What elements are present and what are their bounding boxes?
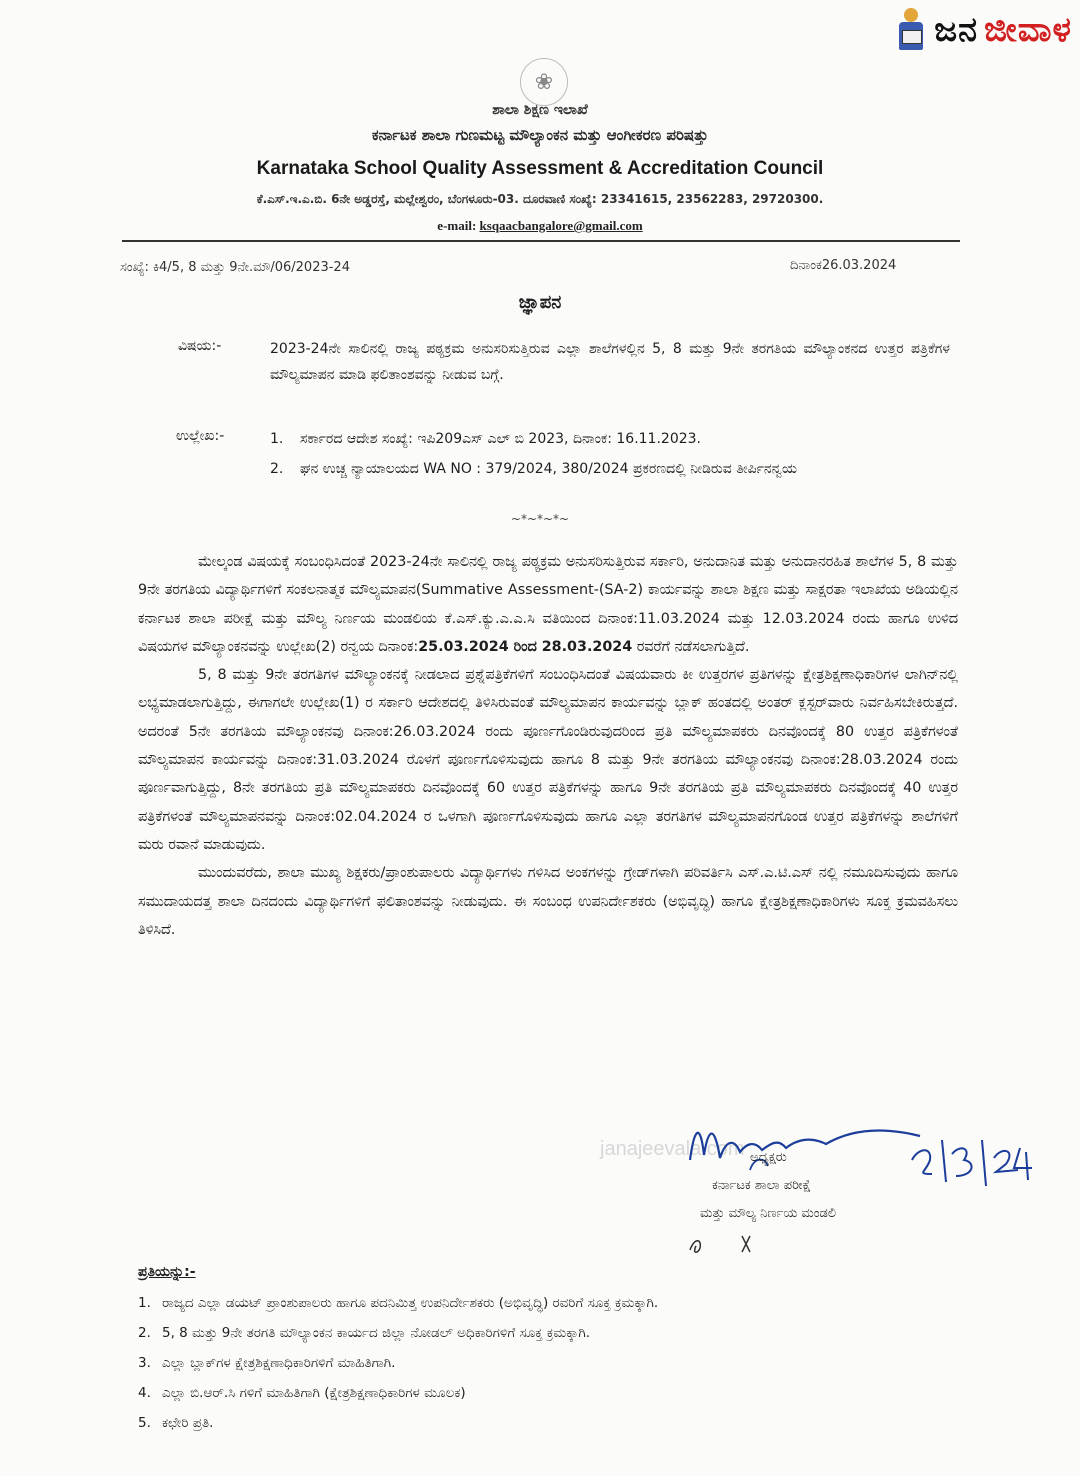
copies-label: ಪ್ರತಿಯನ್ನು:- <box>138 1264 196 1280</box>
council-email <box>0 218 1080 234</box>
government-emblem-icon: ❀ <box>520 58 568 106</box>
section-separator: ~*~*~*~ <box>510 512 570 526</box>
references-list <box>270 426 960 486</box>
brand-logo <box>894 4 1072 56</box>
subject-text: 2023-24ನೇ ಸಾಲಿನಲ್ಲಿ ರಾಜ್ಯ ಪಠ್ಯಕ್ರಮ ಅನುಸರಿಸುತ್ತಿರುವ ಎಲ್ಲಾ ಶಾಲೆಗಳಲ್ಲಿನ 5, 8 ಮತ್ತು 9ನೇ ತರಗತಿಯ ಮೌಲ್ಯಾಂಕನದ ಉತ್ತರ ಪತ್ರಿಕೆಗಳ ಮೌಲ್ಯಮಾಪನ ಮಾಡಿ ಫಲಿತಾಂಶವನ್ನು ನೀಡುವ ಬಗ್ಗೆ. <box>270 341 950 383</box>
council-name-english: Karnataka School Quality Assessment & Accreditation Council <box>256 158 824 179</box>
exam-date-range: 25.03.2024 ರಿಂದ 28.03.2024 <box>418 638 633 655</box>
copy-item: 2. 5, 8 ಮತ್ತು 9ನೇ ತರಗತಿ ಮೌಲ್ಯಾಂಕನ ಕಾರ್ಯದ ಜಿಲ್ಲಾ ನೋಡಲ್ ಅಧಿಕಾರಿಗಳಿಗೆ ಸೂಕ್ತ ಕ್ರಮಕ್ಕಾಗಿ. <box>138 1325 591 1341</box>
council-name-kannada: ಕರ್ನಾಟಕ ಶಾಲಾ ಗುಣಮಟ್ಟ ಮೌಲ್ಯಾಂಕನ ಮತ್ತು ಆಂಗೀಕರಣ ಪರಿಷತ್ತು <box>371 126 709 144</box>
references-label: ಉಲ್ಲೇಖ:- <box>176 428 225 444</box>
department-name: ಶಾಲಾ ಶಿಕ್ಷಣ ಇಲಾಖೆ <box>492 102 588 118</box>
paragraph-1: ಮೇಲ್ಕಂಡ ವಿಷಯಕ್ಕೆ ಸಂಬಂಧಿಸಿದಂತೆ 2023-24ನೇ ಸಾಲಿನಲ್ಲಿ ರಾಜ್ಯ ಪಠ್ಯಕ್ರಮ ಅನುಸರಿಸುತ್ತಿರುವ ಸರ್ಕಾರಿ, ಅನುದಾನಿತ ಮತ್ತು ಅನುದಾನರಹಿತ ಶಾಲೆಗಳ 5, 8 ಮತ್ತು 9ನೇ ತರಗತಿಯ ವಿದ್ಯಾರ್ಥಿಗಳಿಗೆ ಸಂಕಲನಾತ್ಮಕ ಮೌಲ್ಯಮಾಪನ(Summative Assessment-(SA-2) ಕಾರ್ಯವನ್ನು ಶಾಲಾ ಶಿಕ್ಷಣ ಮತ್ತು ಸಾಕ್ಷರತಾ ಇಲಾಖೆಯ ಅಡಿಯಲ್ಲಿನ ಕರ್ನಾಟಕ ಶಾಲಾ ಪರೀಕ್ಷೆ ಮತ್ತು ಮೌಲ್ಯ ನಿರ್ಣಯ ಮಂಡಲಿಯ ಕೆ.ಎಸ್.ಕ್ಯು.ಎ.ಎ.ಸಿ ವತಿಯಿಂದ ದಿನಾಂಕ:11.03.2024 ಮತ್ತು 12.03.2024 ರಂದು ಹಾಗೂ ಉಳಿದ ವಿಷಯಗಳ ಮೌಲ್ಯಾಂಕನವನ್ನು ಉಲ್ಲೇಖ(2) ರನ್ವಯ ದಿನಾಂಕ:25.03.2024 ರಿಂದ 28.03.2024 ರವರೆಗೆ ನಡೆಸಲಾಗುತ್ತಿದೆ. <box>138 554 958 655</box>
council-address: ಕೆ.ಎಸ್.ಇ.ಎ.ಬಿ. 6ನೇ ಅಡ್ಡರಸ್ತೆ, ಮಲ್ಲೇಶ್ವರಂ, ಬೆಂಗಳೂರು-03. ದೂರವಾಣಿ ಸಂಖ್ಯೆ: 23341615, 23562283, 29720300. <box>256 192 824 206</box>
brand-word-2: ಜೀವಾಳ <box>984 10 1072 50</box>
site-watermark: janajeevala.com <box>600 1138 745 1160</box>
signatory-org-line-1: ಕರ್ನಾಟಕ ಶಾಲಾ ಪರೀಕ್ಷೆ <box>712 1178 812 1193</box>
memo-date: ದಿನಾಂಕ26.03.2024 <box>790 258 897 273</box>
copies-list <box>138 1290 968 1440</box>
brand-word-1: ಜನ <box>934 10 979 50</box>
paragraph-2: 5, 8 ಮತ್ತು 9ನೇ ತರಗತಿಗಳ ಮೌಲ್ಯಾಂಕನಕ್ಕೆ ನೀಡಲಾದ ಪ್ರಶ್ನೆಪತ್ರಿಕೆಗಳಿಗೆ ಸಂಬಂಧಿಸಿದಂತೆ ವಿಷಯವಾರು ಕೀ ಉತ್ತರಗಳ ಪ್ರತಿಗಳನ್ನು ಕ್ಷೇತ್ರಶಿಕ್ಷಣಾಧಿಕಾರಿಗಳ ಲಾಗಿನ್‌ನಲ್ಲಿ ಲಭ್ಯಮಾಡಲಾಗುತ್ತಿದ್ದು, ಈಗಾಗಲೇ ಉಲ್ಲೇಖ(1) ರ ಸರ್ಕಾರಿ ಆದೇಶದಲ್ಲಿ ತಿಳಿಸಿರುವಂತೆ ಮೌಲ್ಯಮಾಪನ ಕಾರ್ಯವನ್ನು ಬ್ಲಾಕ್ ಹಂತದಲ್ಲಿ ಅಂತರ್ ಕ್ಲಸ್ಟರ್‌ವಾರು ನಿರ್ವಹಿಸಬೇಕಿರುತ್ತದೆ. ಅದರಂತೆ 5ನೇ ತರಗತಿಯ ಮೌಲ್ಯಾಂಕನವು ದಿನಾಂಕ:26.03.2024 ರಂದು ಪೂರ್ಣಗೊಂಡಿರುವುದರಿಂದ ಪ್ರತಿ ಮೌಲ್ಯಮಾಪಕರು ದಿನವೊಂದಕ್ಕೆ 80 ಉತ್ತರ ಪತ್ರಿಕೆಗಳಂತೆ ಮೌಲ್ಯಮಾಪನ ಕಾರ್ಯವನ್ನು ದಿನಾಂಕ:31.03.2024 ರೊಳಗೆ ಪೂರ್ಣಗೊಳಿಸುವುದು ಹಾಗೂ 8 ಮತ್ತು 9ನೇ ತರಗತಿಯ ಮೌಲ್ಯಾಂಕನವು ದಿನಾಂಕ:28.03.2024 ರಂದು ಪೂರ್ಣವಾಗುತ್ತಿದ್ದು, 8ನೇ ತರಗತಿಯ ಪ್ರತಿ ಮೌಲ್ಯಮಾಪಕರು ದಿನವೊಂದಕ್ಕೆ 60 ಉತ್ತರ ಪತ್ರಿಕೆಗಳನ್ನು ಹಾಗೂ 9ನೇ ತರಗತಿಯ ಪ್ರತಿ ಮೌಲ್ಯಮಾಪಕರು ದಿನವೊಂದಕ್ಕೆ 40 ಉತ್ತರ ಪತ್ರಿಕೆಗಳಂತೆ ಮೌಲ್ಯಮಾಪನವನ್ನು ದಿನಾಂಕ:02.04.2024 ರ ಒಳಗಾಗಿ ಪೂರ್ಣಗೊಳಿಸುವುದು ಹಾಗೂ ಎಲ್ಲಾ ತರಗತಿಗಳ ಮೌಲ್ಯಮಾಪನಗೊಂಡ ಉತ್ತರ ಪತ್ರಿಕೆಗಳನ್ನು ಶಾಲೆಗಳಿಗೆ ಮರು ರವಾನೆ ಮಾಡುವುದು. <box>138 667 958 853</box>
initials-mark <box>686 1230 766 1258</box>
handwritten-signature <box>680 1100 1040 1190</box>
email-label: e-mail: <box>437 218 477 233</box>
email-address: ksqaacbangalore@gmail.com <box>479 218 643 233</box>
reference-item: 1. ಸರ್ಕಾರದ ಆದೇಶ ಸಂಖ್ಯೆ: ಇಪಿ209ಎಸ್ ಎಲ್ ಬಿ 2023, ದಿನಾಂಕ: 16.11.2023. <box>270 431 701 447</box>
reference-item: 2. ಘನ ಉಚ್ಚ ನ್ಯಾಯಾಲಯದ WA NO : 379/2024, 380/2024 ಪ್ರಕರಣದಲ್ಲಿ ನೀಡಿರುವ ತೀರ್ಪಿನನ್ವಯ <box>270 461 797 477</box>
signatory-role: ಅಧ್ಯಕ್ಷರು <box>750 1150 787 1165</box>
copy-item: 1. ರಾಜ್ಯದ ಎಲ್ಲಾ ಡಯಟ್ ಪ್ರಾಂಶುಪಾಲರು ಹಾಗೂ ಪದನಿಮಿತ್ತ ಉಪನಿರ್ದೇಶಕರು (ಅಭಿವೃದ್ಧಿ) ರವರಿಗೆ ಸೂಕ್ತ ಕ್ರಮಕ್ಕಾಗಿ. <box>138 1295 659 1311</box>
person-ballot-icon <box>894 6 928 54</box>
memo-title: ಜ್ಞಾಪನ <box>518 292 562 313</box>
signatory-org-line-2: ಮತ್ತು ಮೌಲ್ಯ ನಿರ್ಣಯ ಮಂಡಲಿ <box>700 1206 837 1221</box>
reference-number: ಸಂಖ್ಯೆ: ಕಿ4/5, 8 ಮತ್ತು 9ನೇ.ಮೌ/06/2023-24 <box>120 260 350 275</box>
copy-item: 4. ಎಲ್ಲಾ ಬಿ.ಆರ್.ಸಿ ಗಳಿಗೆ ಮಾಹಿತಿಗಾಗಿ (ಕ್ಷೇತ್ರಶಿಕ್ಷಣಾಧಿಕಾರಿಗಳ ಮೂಲಕ) <box>138 1385 466 1401</box>
copy-item: 3. ಎಲ್ಲಾ ಬ್ಲಾಕ್‌ಗಳ ಕ್ಷೇತ್ರಶಿಕ್ಷಣಾಧಿಕಾರಿಗಳಿಗೆ ಮಾಹಿತಿಗಾಗಿ. <box>138 1355 396 1371</box>
subject-label: ವಿಷಯ:- <box>178 338 222 354</box>
copy-item: 5. ಕಛೇರಿ ಪ್ರತಿ. <box>138 1415 214 1431</box>
header-divider <box>122 240 960 242</box>
paragraph-3: ಮುಂದುವರೆದು, ಶಾಲಾ ಮುಖ್ಯ ಶಿಕ್ಷಕರು/ಪ್ರಾಂಶುಪಾಲರು ವಿದ್ಯಾರ್ಥಿಗಳು ಗಳಿಸಿದ ಅಂಕಗಳನ್ನು ಗ್ರೇಡ್‌ಗಳಾಗಿ ಪರಿವರ್ತಿಸಿ ಎಸ್.ಎ.ಟಿ.ಎಸ್ ನಲ್ಲಿ ನಮೂದಿಸುವುದು ಹಾಗೂ ಸಮುದಾಯದತ್ತ ಶಾಲಾ ದಿನದಂದು ವಿದ್ಯಾರ್ಥಿಗಳಿಗೆ ಫಲಿತಾಂಶವನ್ನು ನೀಡುವುದು. ಈ ಸಂಬಂಧ ಉಪನಿರ್ದೇಶಕರು (ಅಭಿವೃದ್ಧಿ) ಹಾಗೂ ಕ್ಷೇತ್ರಶಿಕ್ಷಣಾಧಿಕಾರಿಗಳು ಸೂಕ್ತ ಕ್ರಮವಹಿಸಲು ತಿಳಿಸಿದೆ. <box>138 865 958 938</box>
memo-body <box>138 548 958 944</box>
